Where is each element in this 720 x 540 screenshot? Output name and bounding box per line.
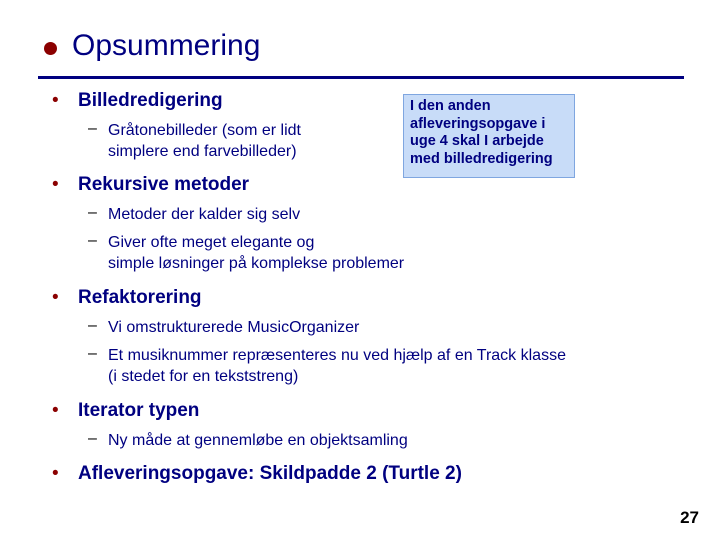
sub-bullet-line: Gråtonebilleder (som er lidt — [108, 122, 301, 139]
page-number: 27 — [680, 508, 699, 527]
sub-bullet-dash: – — [88, 317, 97, 334]
sub-bullet-dash: – — [88, 204, 97, 221]
sub-bullet-dash: – — [88, 232, 97, 249]
bullet-billedredigering: Billedredigering — [78, 90, 223, 111]
sub-bullet-line: Vi omstrukturerede MusicOrganizer — [108, 319, 360, 336]
sub-bullet-line: Metoder der kalder sig selv — [108, 206, 301, 223]
sub-bullet-dash: – — [88, 430, 97, 447]
callout-box: I den anden afleveringsopgave i uge 4 skal I arbejde med billedredigering — [403, 94, 575, 178]
bullet-icon: • — [52, 400, 59, 421]
title-bullet-icon — [44, 42, 57, 55]
bullet-refaktorering: Refaktorering — [78, 287, 202, 308]
sub-bullet-line: simple løsninger på komplekse problemer — [108, 255, 405, 272]
bullet-icon: • — [52, 463, 59, 484]
sub-bullet-dash: – — [88, 345, 97, 362]
sub-bullet-line: Ny måde at gennemløbe en objektsamling — [108, 432, 408, 449]
bullet-afleveringsopgave: Afleveringsopgave: Skildpadde 2 (Turtle 2) — [78, 463, 462, 484]
bullet-icon: • — [52, 174, 59, 195]
bullet-rekursive-metoder: Rekursive metoder — [78, 174, 250, 195]
bullet-icon: • — [52, 90, 59, 111]
title-divider — [38, 76, 684, 79]
slide-title: Opsummering — [72, 29, 261, 62]
bullet-icon: • — [52, 287, 59, 308]
bullet-iterator-typen: Iterator typen — [78, 400, 200, 421]
sub-bullet-line: Et musiknummer repræsenteres nu ved hjælp af en Track klasse — [108, 347, 566, 364]
sub-bullet-line: simplere end farvebilleder) — [108, 143, 297, 160]
sub-bullet-line: Giver ofte meget elegante og — [108, 234, 315, 251]
sub-bullet-line: (i stedet for en tekststreng) — [108, 368, 299, 385]
sub-bullet-dash: – — [88, 120, 97, 137]
